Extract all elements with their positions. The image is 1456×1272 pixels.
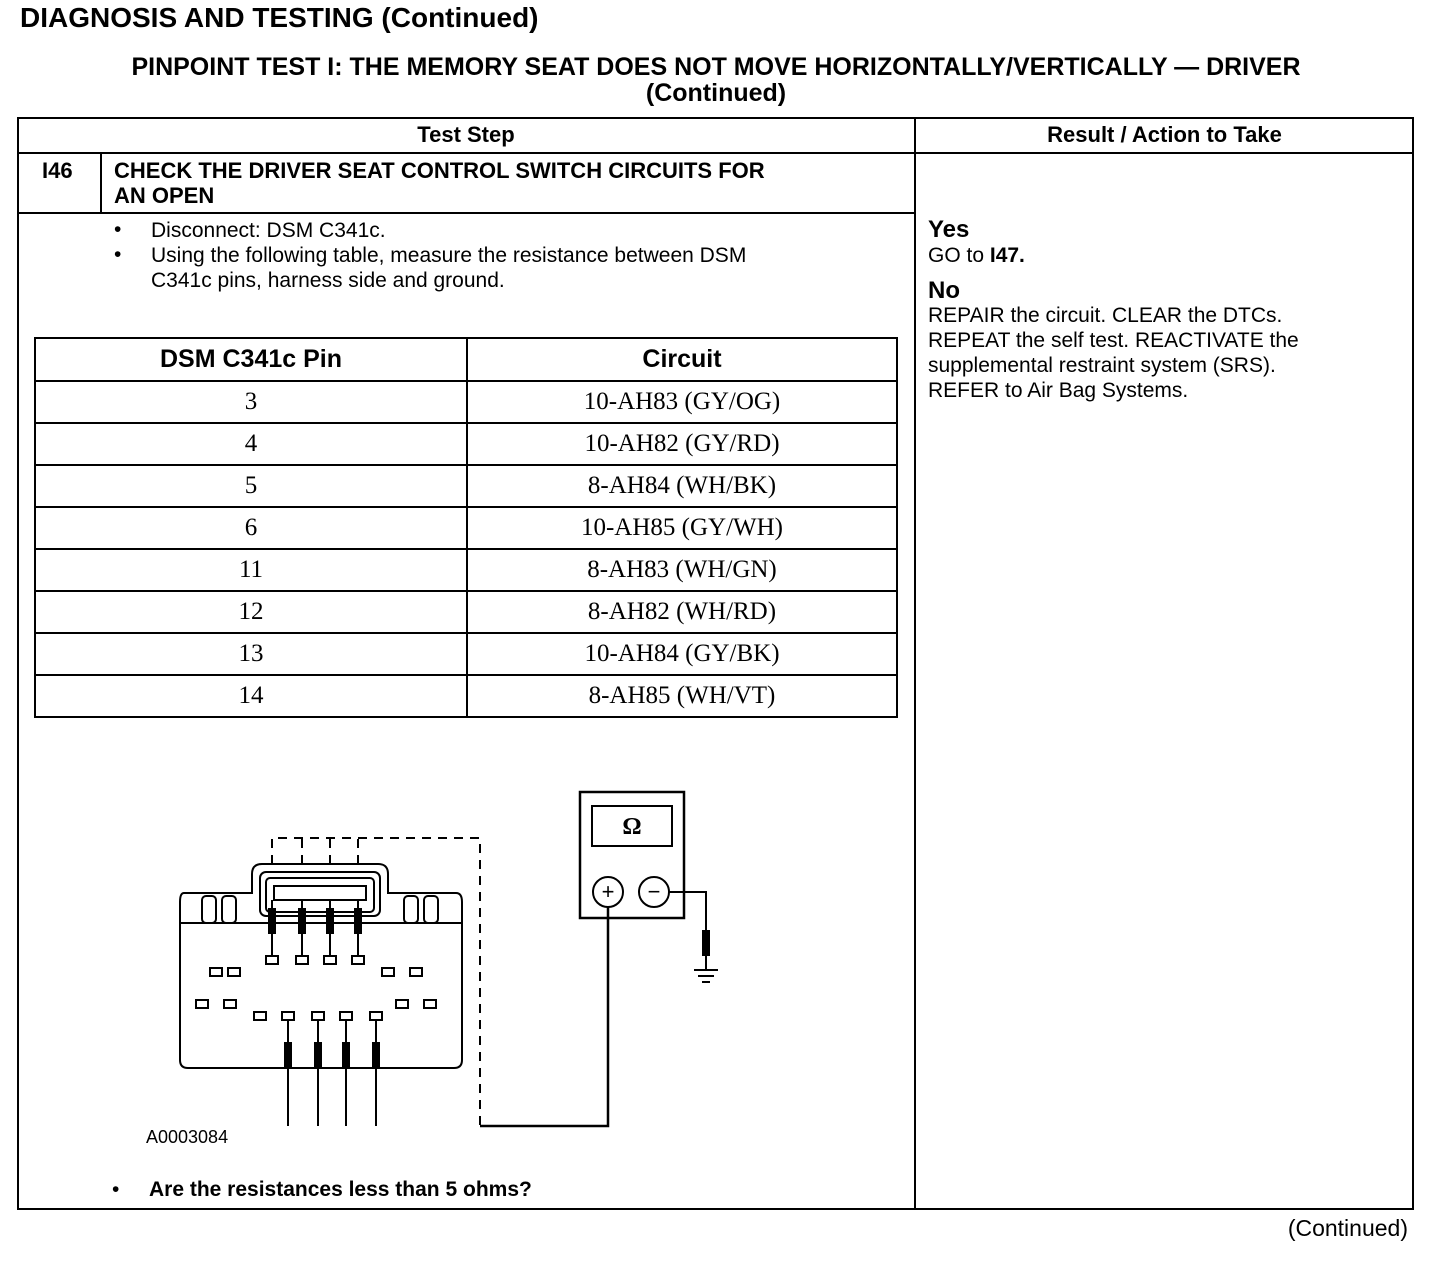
ohm-symbol: Ω bbox=[622, 814, 642, 840]
ground-icon bbox=[669, 892, 718, 982]
circuit-cell: 8-AH84 (WH/BK) bbox=[467, 465, 897, 507]
bullet-dot-1: • bbox=[114, 218, 122, 241]
result-yes-action bbox=[928, 243, 1025, 268]
negative-terminal-icon: − bbox=[647, 879, 661, 904]
bullet-2-line2: C341c pins, harness side and ground. bbox=[151, 269, 505, 292]
header-result-action: Result / Action to Take bbox=[1047, 122, 1282, 147]
step-title-line2: AN OPEN bbox=[114, 183, 215, 208]
bullet-1-text: Disconnect: DSM C341c. bbox=[151, 219, 386, 242]
step-id: I46 bbox=[42, 158, 73, 183]
table-row bbox=[35, 381, 897, 423]
result-no-label: No bbox=[928, 277, 960, 304]
pin-cell: 6 bbox=[35, 507, 467, 549]
pin-circuit-table bbox=[34, 337, 898, 718]
circuit-cell: 10-AH84 (GY/BK) bbox=[467, 633, 897, 675]
header-divider bbox=[17, 152, 1414, 154]
pin-cell: 12 bbox=[35, 591, 467, 633]
circuit-cell: 8-AH85 (WH/VT) bbox=[467, 675, 897, 717]
table-row bbox=[35, 591, 897, 633]
result-yes-action-step: I47. bbox=[989, 244, 1025, 267]
result-no-line: REPEAT the self test. REACTIVATE the bbox=[928, 329, 1299, 352]
step-title-line1: CHECK THE DRIVER SEAT CONTROL SWITCH CIRCUITS FOR bbox=[114, 158, 765, 183]
bullet-dot-2: • bbox=[114, 243, 122, 266]
page-title: DIAGNOSIS AND TESTING (Continued) bbox=[20, 2, 539, 33]
bullet-2-text bbox=[151, 243, 746, 293]
result-no-line: REPAIR the circuit. CLEAR the DTCs. bbox=[928, 304, 1283, 327]
step-title bbox=[114, 158, 765, 208]
column-divider bbox=[914, 117, 916, 1210]
result-yes-label: Yes bbox=[928, 216, 970, 243]
figure-id: A0003084 bbox=[146, 1127, 229, 1147]
test-question: Are the resistances less than 5 ohms? bbox=[149, 1178, 532, 1201]
table-row bbox=[35, 549, 897, 591]
pinpoint-test-continued: (Continued) bbox=[645, 79, 787, 107]
ohmmeter-icon bbox=[580, 792, 684, 918]
positive-terminal-icon: + bbox=[601, 879, 615, 904]
table-row bbox=[35, 507, 897, 549]
pin-cell: 3 bbox=[35, 381, 467, 423]
bullet-2-line1: Using the following table, measure the resistance between DSM bbox=[151, 244, 747, 267]
result-no-line: supplemental restraint system (SRS). bbox=[928, 354, 1276, 377]
result-yes-action-text: GO to bbox=[928, 244, 990, 267]
connector-body bbox=[180, 864, 462, 1068]
step-title-divider bbox=[17, 212, 915, 214]
circuit-column-header: Circuit bbox=[467, 338, 897, 381]
pin-cell: 5 bbox=[35, 465, 467, 507]
pin-table-header-row bbox=[35, 338, 897, 381]
circuit-cell: 8-AH83 (WH/GN) bbox=[467, 549, 897, 591]
question-bullet: • bbox=[112, 1178, 120, 1201]
step-id-divider bbox=[100, 152, 102, 213]
pin-cell: 4 bbox=[35, 423, 467, 465]
circuit-cell: 10-AH83 (GY/OG) bbox=[467, 381, 897, 423]
pin-column-header: DSM C341c Pin bbox=[35, 338, 467, 381]
pin-cell: 14 bbox=[35, 675, 467, 717]
pin-cell: 11 bbox=[35, 549, 467, 591]
table-row bbox=[35, 423, 897, 465]
pinpoint-test-title: PINPOINT TEST I: THE MEMORY SEAT DOES NOT MOVE HORIZONTALLY/VERTICALLY — DRIVER bbox=[131, 53, 1301, 81]
table-row bbox=[35, 633, 897, 675]
connector-ohmmeter-diagram bbox=[170, 780, 730, 1160]
circuit-cell: 8-AH82 (WH/RD) bbox=[467, 591, 897, 633]
header-test-step: Test Step bbox=[417, 122, 515, 147]
circuit-cell: 10-AH85 (GY/WH) bbox=[467, 507, 897, 549]
page-continued-footer: (Continued) bbox=[1287, 1215, 1408, 1241]
pin-cell: 13 bbox=[35, 633, 467, 675]
table-row bbox=[35, 465, 897, 507]
circuit-cell: 10-AH82 (GY/RD) bbox=[467, 423, 897, 465]
result-no-line: REFER to Air Bag Systems. bbox=[928, 379, 1189, 402]
result-no-action bbox=[928, 303, 1299, 403]
table-row bbox=[35, 675, 897, 717]
